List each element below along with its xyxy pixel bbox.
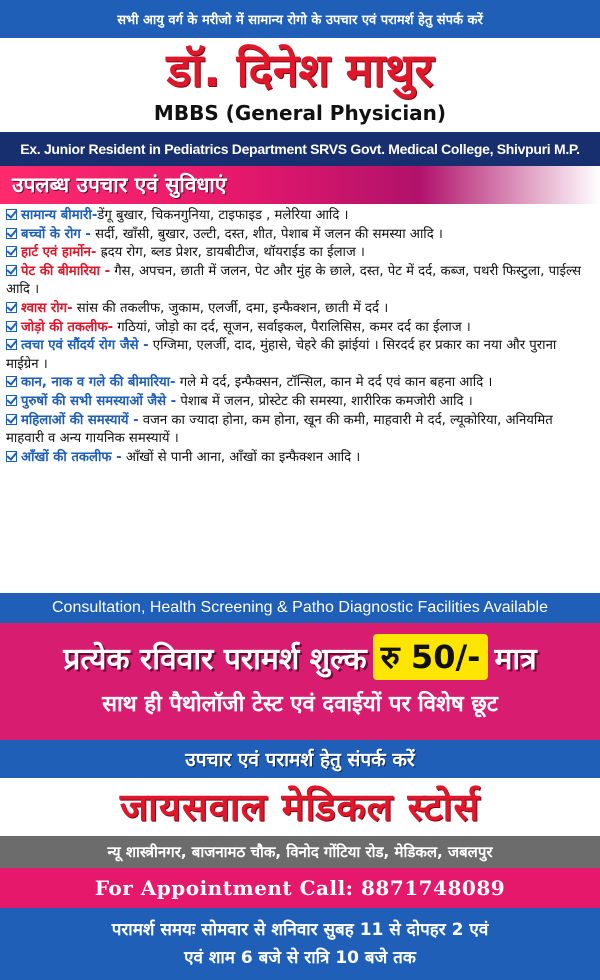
checkbox-icon: [6, 376, 17, 387]
service-item: [6, 226, 592, 245]
fee-row: [0, 623, 600, 683]
timing-line-2: एवं शाम 6 बजे से रात्रि 10 बजे तक: [184, 948, 416, 968]
fee-amount-badge: रु 50/-: [373, 634, 489, 680]
service-item: [6, 412, 592, 449]
fee-label: प्रत्येक रविवार परामर्श शुल्क: [63, 641, 367, 677]
service-text: डेंगू बुखार, चिकनगुनिया, टाइफाइड , मलेरिया आदि ।: [97, 208, 349, 223]
service-item: [6, 300, 592, 319]
service-text: आँखों से पानी आना, आँखों का इन्फैक्शन आदि ।: [121, 449, 361, 465]
service-text: गैस, अपचन, छाती में जलन, पेट और मुंह के छाले, दस्त, पेट में दर्द, कब्ज, पथरी फिस्टुला, पाईल्स आदि ।: [6, 263, 581, 298]
timing-line-1: परामर्श समयः सोमवार से शनिवार सुबह 11 से दोपहर 2 एवं: [111, 920, 489, 940]
contact-heading-bar: [0, 740, 600, 778]
service-title: महिलाओं की समस्यायें -: [21, 412, 139, 428]
offer-panel: [0, 623, 600, 740]
checkbox-icon: [6, 246, 17, 257]
service-text: गले मे दर्द, इन्फैक्सन, टॉन्सिल, कान मे दर्द एवं कान बहना आदि ।: [175, 375, 493, 391]
service-text: सर्दी, खाँसी, बुखार, उल्टी, दस्त, शीत, पेशाब में जलन की समस्या आदि ।: [90, 226, 443, 242]
service-title: श्वास रोग-: [21, 300, 73, 316]
service-item: [6, 207, 592, 226]
service-text: गठियां, जोड़ो का दर्द, सूजन, सर्वाइकल, पैरालिसिस, कमर दर्द का ईलाज ।: [113, 319, 471, 335]
appointment-bar: [0, 868, 600, 908]
top-banner: [0, 0, 600, 38]
service-title: पुरुषों की सभी समस्याओं जैसे -: [21, 393, 177, 409]
services-list: [0, 207, 600, 593]
address-bar: [0, 836, 600, 868]
service-title: आँखों की तकलीफ -: [21, 449, 122, 465]
service-item: [6, 449, 592, 468]
checkbox-icon: [6, 265, 17, 276]
service-title: कान, नाक व गले की बीमारिया-: [21, 375, 176, 391]
services-heading: उपलब्ध उपचार एवं सुविधाएं: [12, 173, 227, 197]
checkbox-icon: [6, 321, 17, 332]
service-item: [6, 337, 592, 374]
service-item: [6, 319, 592, 338]
store-block: [0, 778, 600, 836]
service-item: [6, 244, 592, 263]
contact-heading: उपचार एवं परामर्श हेतु संपर्क करें: [185, 749, 415, 771]
service-text: पेशाब में जलन, प्रोस्टेट की समस्या, शारीरिक कमजोरी आदि ।: [176, 393, 473, 409]
consultation-text: Consultation, Health Screening & Patho Diagnostic Facilities Available: [52, 599, 548, 616]
checkbox-icon: [6, 302, 17, 313]
checkbox-icon: [6, 395, 17, 406]
experience-bar: [0, 132, 600, 166]
top-banner-text: सभी आयु वर्ग के मरीजो में सामान्य रोगो के उपचार एवं परामर्श हेतु संपर्क करें: [117, 13, 483, 28]
offer-subline: साथ ही पैथोलॉजी टेस्ट एवं दवाईयों पर विशेष छूट: [102, 692, 498, 717]
checkbox-icon: [6, 209, 17, 220]
doctor-header: [0, 38, 600, 132]
store-name: जायसवाल मेडिकल स्टोर्स: [119, 785, 481, 829]
service-title: हार्ट एवं हार्मोन-: [21, 245, 97, 261]
experience-text: Ex. Junior Resident in Pediatrics Department SRVS Govt. Medical College, Shivpuri M.P.: [20, 141, 580, 157]
service-text: ह्रदय रोग, ब्लड प्रेशर, डायबीटीज, थॉयराईड का ईलाज ।: [96, 245, 365, 261]
service-item: [6, 374, 592, 393]
service-item: [6, 263, 592, 300]
service-title: त्वचा एवं सौंदर्य रोग जैसे -: [21, 338, 149, 354]
checkbox-icon: [6, 451, 17, 462]
timing-panel: [0, 908, 600, 980]
service-title: सामान्य बीमारी-: [21, 208, 98, 223]
service-title: पेट की बीमारिया -: [21, 263, 111, 279]
doctor-name: डॉ. दिनेश माथुर: [166, 43, 434, 97]
checkbox-icon: [6, 414, 17, 425]
service-text: एग्जिमा, एलर्जी, दाद, मुंहासे, चेहरे की झांईयां । सिरदर्द हर प्रकार का नया और पुराना माईग्रेन ।: [6, 338, 557, 372]
fee-suffix: मात्र: [494, 641, 537, 677]
doctor-degree: MBBS (General Physician): [153, 101, 447, 125]
consultation-bar: [0, 593, 600, 623]
service-title: बच्चों के रोग -: [21, 226, 91, 242]
service-text: वजन का ज्यादा होना, कम होना, खून की कमी, माहवारी मे दर्द, ल्यूकोरिया, अनियमित माहवारी व अन्य गायनिक समस्यायें ।: [6, 412, 553, 447]
services-heading-bar: [0, 166, 600, 204]
checkbox-icon: [6, 339, 17, 350]
service-item: [6, 393, 592, 412]
appointment-text: For Appointment Call: 8871748089: [94, 876, 506, 900]
service-text: सांस की तकलीफ, जुकाम, एलर्जी, दमा, इन्फैक्शन, छाती में दर्द ।: [72, 300, 389, 316]
service-title: जोड़ो की तकलीफ-: [21, 319, 114, 335]
store-address: न्यू शास्त्रीनगर, बाजनामठ चौक, विनोद गोंटिया रोड, मेडिकल, जबलपुर: [107, 843, 493, 861]
checkbox-icon: [6, 228, 17, 239]
